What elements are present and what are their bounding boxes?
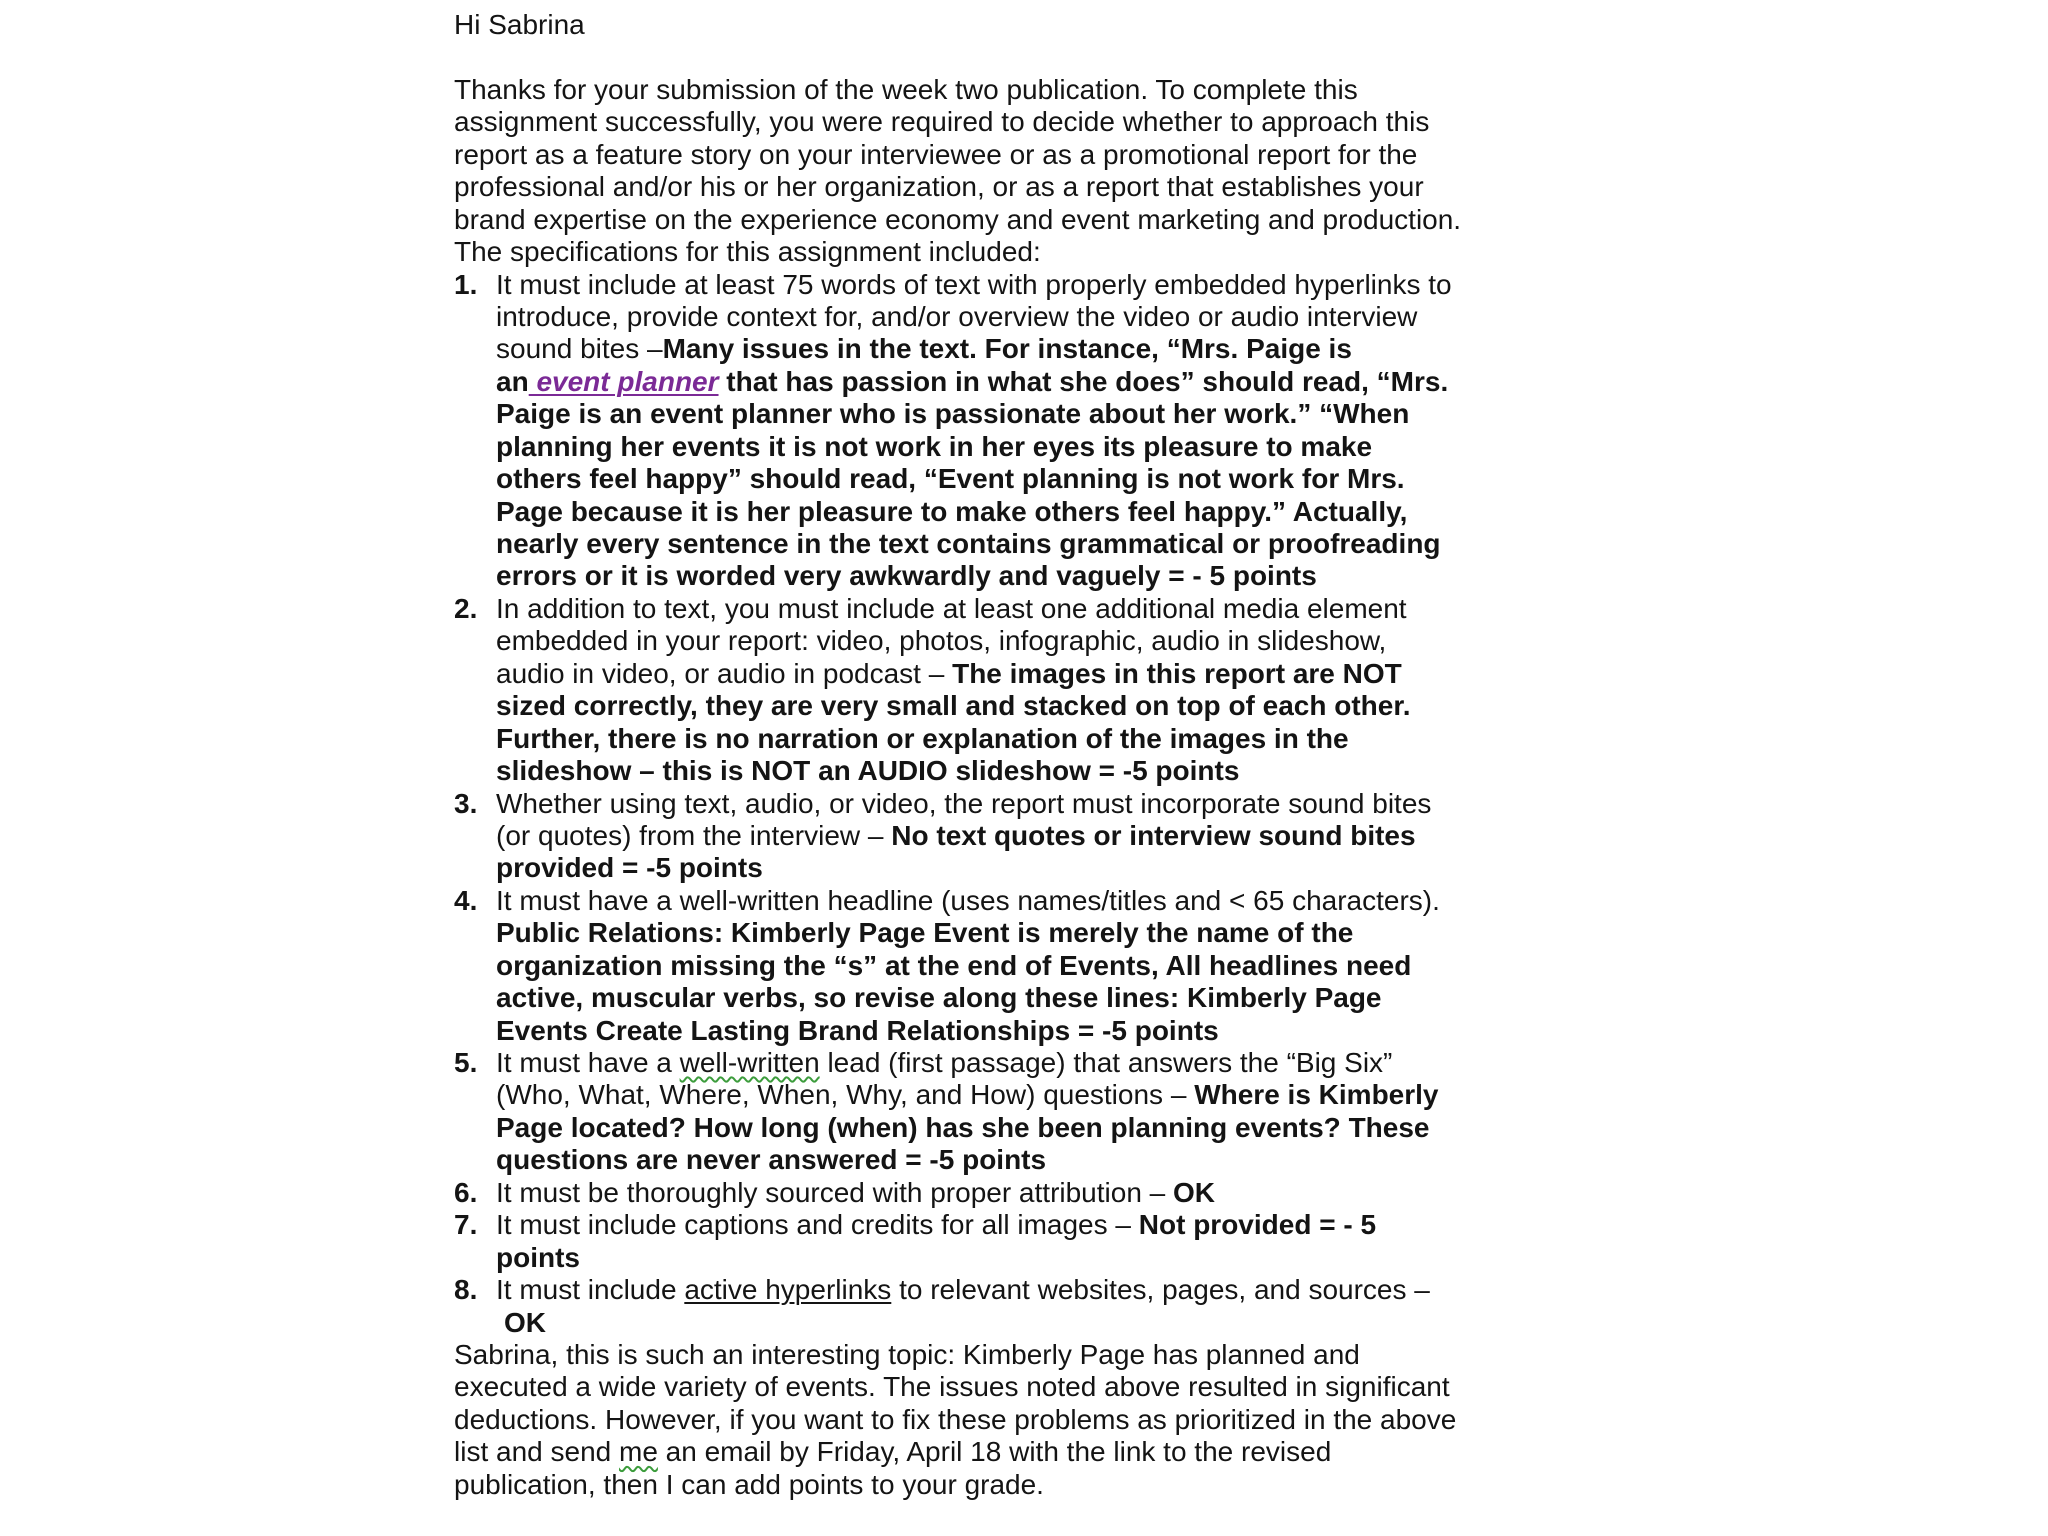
list-item-7 [454,1209,1534,1274]
text-line [496,950,1440,982]
bold-feedback-text: Many issues in the text. For instance, “Mrs. Paige is [662,333,1352,365]
spellcheck-flagged-word: me [619,1436,658,1468]
text-line [496,1015,1440,1047]
list-item-4 [454,885,1534,1047]
list-number: 2. [454,592,478,624]
bold-feedback-text: others feel happy” should read, “Event planning is not work for Mrs. [496,463,1405,495]
text-run: an email by Friday, April 18 with the link to the revised [657,1436,1332,1468]
bold-feedback-text: errors or it is worded very awkwardly and vaguely = - 5 points [496,560,1317,592]
bold-feedback-text: sized correctly, they are very small and stacked on top of each other. [496,690,1411,722]
specifications-list [454,269,1534,1339]
text-line [496,1242,1376,1274]
text-line [454,106,1534,138]
text-run: It must include captions and credits for all images – [496,1209,1139,1241]
text-line [454,74,1534,106]
text-line [496,463,1452,495]
bold-feedback-text: questions are never answered = -5 points [496,1144,1047,1176]
list-item-1 [454,269,1534,593]
bold-feedback-text: that has passion in what she does” should read, “Mrs. [718,365,1449,397]
text-line [496,1177,1215,1209]
text-run: brand expertise on the experience economy and event marketing and production. [454,203,1462,235]
text-line [496,658,1410,690]
list-number: 1. [454,268,478,300]
text-line [454,1339,1534,1371]
list-item-text [496,1274,1430,1339]
text-run: embedded in your report: video, photos, infographic, audio in slideshow, [496,625,1387,657]
greeting: Hi Sabrina [454,9,585,40]
text-run: sound bites – [496,333,663,365]
underlined-text: active hyperlinks [684,1274,892,1306]
list-number: 8. [454,1274,478,1306]
list-item-2 [454,593,1534,788]
text-run: list and send [454,1436,619,1468]
text-line [496,301,1452,333]
text-line [496,1307,1430,1339]
text-line [454,1404,1534,1436]
text-line [454,1436,1534,1468]
bold-feedback-text: points [496,1241,580,1273]
text-run: Sabrina, this is such an interesting topic: Kimberly Page has planned and [454,1338,1360,1370]
list-item-6 [454,1177,1534,1209]
text-line [496,917,1440,949]
text-line [496,982,1440,1014]
list-item-8 [454,1274,1534,1339]
text-line [454,236,1534,268]
text-line [454,1371,1534,1403]
closing-paragraph [454,1339,1534,1501]
bold-feedback-text: slideshow – this is NOT an AUDIO slideshow = -5 points [496,755,1240,787]
bold-feedback-text: Further, there is no narration or explanation of the images in the [496,722,1349,754]
bold-feedback-text: nearly every sentence in the text contains grammatical or proofreading [496,528,1441,559]
text-run: It must be thoroughly sourced with proper attribution – [496,1176,1174,1208]
text-run: It must have a [496,1047,680,1078]
intro-paragraph [454,74,1534,269]
text-line [496,1047,1439,1079]
event-planner-link[interactable]: event planner [528,365,719,397]
bold-feedback-text: Page because it is her pleasure to make others feel happy.” Actually, [496,495,1408,527]
text-line [496,625,1410,657]
text-line [496,269,1452,301]
text-line [496,820,1431,852]
bold-feedback-text: Where is Kimberly [1194,1079,1439,1111]
text-line [454,171,1534,203]
list-item-5 [454,1047,1534,1177]
bold-feedback-text: Not provided = - 5 [1138,1209,1377,1241]
bold-feedback-text: No text quotes or interview sound bites [891,819,1416,851]
text-run: The specifications for this assignment included: [454,236,1041,268]
text-line [454,1469,1534,1501]
text-run: to relevant websites, pages, and sources – [891,1274,1430,1306]
bold-feedback-text: Paige is an event planner who is passionate about her work.” “When [496,398,1410,430]
bold-feedback-text: OK [1173,1176,1216,1208]
list-item-3 [454,788,1534,885]
text-line [496,788,1431,820]
text-line [496,398,1452,430]
bold-feedback-text: active, muscular verbs, so revise along these lines: Kimberly Page [496,982,1382,1014]
text-run: deductions. However, if you want to fix these problems as prioritized in the above [454,1403,1457,1435]
text-line [496,1209,1376,1241]
list-item-text [496,593,1410,788]
list-item-text [496,1209,1376,1274]
list-number: 4. [454,884,478,916]
text-run: (Who, What, Where, When, Why, and How) questions – [496,1079,1195,1111]
text-line [454,139,1534,171]
text-run: (or quotes) from the interview – [496,819,892,851]
text-run: Thanks for your submission of the week two publication. To complete this [454,73,1358,105]
list-item-text [496,269,1452,593]
text-run: introduce, provide context for, and/or overview the video or audio interview [496,300,1418,332]
text-line [496,1274,1430,1306]
bold-feedback-text: The images in this report are NOT [952,657,1402,689]
text-line [496,496,1452,528]
list-number: 7. [454,1209,478,1241]
list-item-text [496,885,1440,1047]
text-line [454,204,1534,236]
text-line [496,333,1452,365]
text-line [496,431,1452,463]
text-line [496,690,1410,722]
bold-feedback-text: Page located? How long (when) has she been planning events? These [496,1111,1430,1143]
text-line [496,593,1410,625]
list-item-text [496,1177,1215,1209]
text-line [496,852,1431,884]
bold-feedback-text: OK [504,1306,546,1338]
text-run: Whether using text, audio, or video, the report must incorporate sound bites [496,787,1432,819]
text-run: assignment successfully, you were required to decide whether to approach this [454,106,1430,138]
list-number: 6. [454,1176,478,1208]
text-line [496,885,1440,917]
bold-feedback-text: planning her events it is not work in her eyes its pleasure to make [496,430,1373,462]
text-run: professional and/or his or her organization, or as a report that establishes your [454,171,1424,203]
list-number: 3. [454,787,478,819]
text-run: lead (first passage) that answers the “Big Six” [819,1047,1393,1078]
bold-feedback-text: organization missing the “s” at the end of Events, All headlines need [496,949,1412,981]
bold-feedback-text: an [496,365,529,397]
text-run: In addition to text, you must include at least one additional media element [496,592,1407,624]
blank-line [454,41,1534,73]
text-line [496,366,1452,398]
text-line [496,528,1452,560]
text-line [496,1079,1439,1111]
bold-feedback-text: provided = -5 points [496,852,763,884]
bold-feedback-text: Events Create Lasting Brand Relationships = -5 points [496,1014,1219,1046]
text-run: It must include at least 75 words of text with properly embedded hyperlinks to [496,268,1452,300]
text-line [496,560,1452,592]
text-run: It must have a well-written headline (uses names/titles and < 65 characters). [496,884,1440,916]
bold-feedback-text: Public Relations: Kimberly Page Event is merely the name of the [496,917,1354,949]
list-item-text [496,1047,1439,1177]
text-run: publication, then I can add points to your grade. [454,1468,1044,1500]
text-run: It must include [496,1274,685,1306]
list-item-text [496,788,1431,885]
text-run: executed a wide variety of events. The issues noted above resulted in significant [454,1371,1450,1403]
text-line [496,1112,1439,1144]
spellcheck-flagged-word: well-written [679,1047,820,1078]
feedback-document [454,9,1534,1501]
text-run: audio in video, or audio in podcast – [496,657,953,689]
text-line [496,723,1410,755]
list-number: 5. [454,1047,478,1078]
text-run: report as a feature story on your interviewee or as a promotional report for the [454,138,1418,170]
text-line [496,755,1410,787]
text-line [496,1144,1439,1176]
